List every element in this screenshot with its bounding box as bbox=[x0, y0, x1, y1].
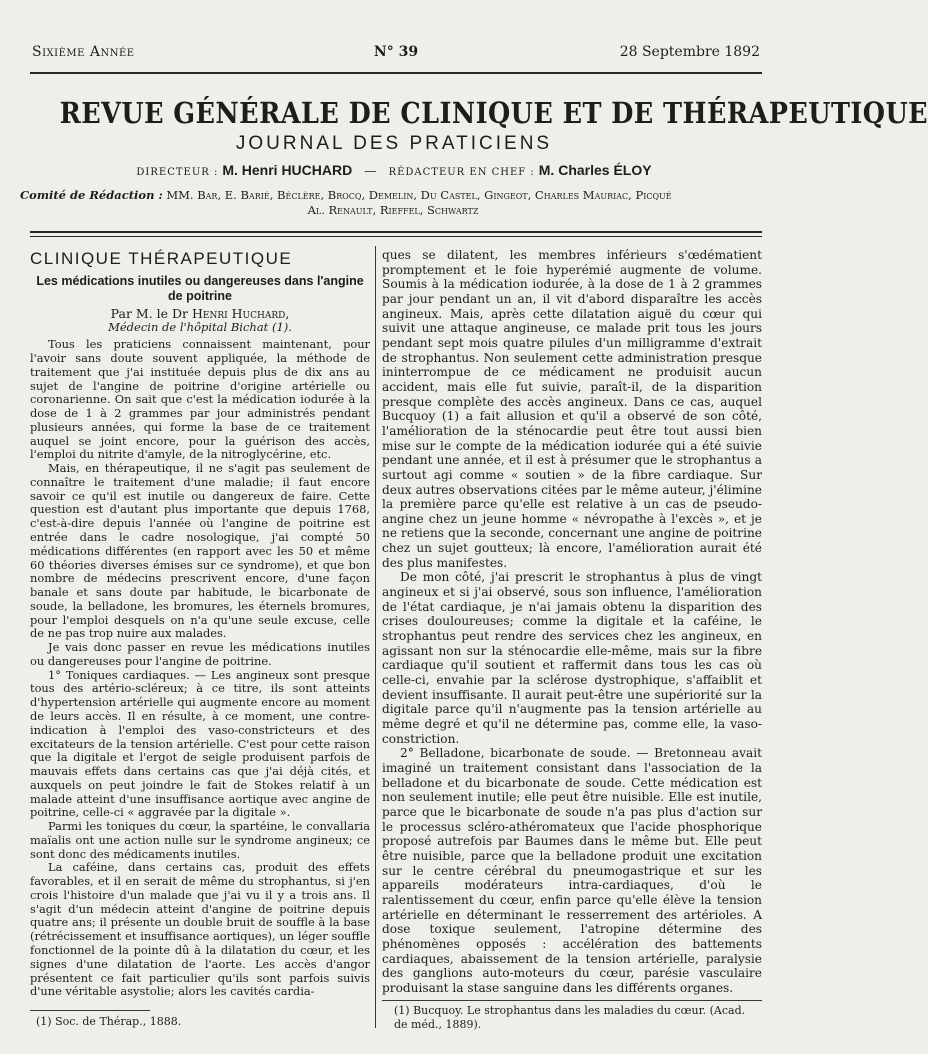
journal-page bbox=[14, 0, 928, 1054]
journal-subtitle: JOURNAL DES PRATICIENS bbox=[235, 133, 553, 154]
top-rule bbox=[30, 72, 762, 74]
section-heading: CLINIQUE THÉRAPEUTIQUE bbox=[30, 249, 293, 268]
issue-date: 28 Septembre 1892 bbox=[619, 44, 760, 60]
redacteur-label: RÉDACTEUR EN CHEF : bbox=[388, 167, 535, 178]
paragraph: 1° Toniques cardiaques. — Les angineux sont presque tous des artério-scléreux; à ce titre, ils sont atteints d'hypertension artérielle qui augmente encore au moment de leurs accès. Il en résulte, à ce moment, une contre-indication à l'emploi des vaso-constricteurs et des excitateurs de la tension artérielle. C'est pour cette raison que la digitale et l'ergot de seigle produisent parfois de mauvais effets dans certains cas que j'ai déjà cités, et auxquels on peut joindre le fait de Stokes relatif à un malade atteint d'une insuffisance aortique avec angine de poitrine, celle-ci « aggravée par la digitale ». bbox=[30, 667, 370, 820]
masthead-rule-thick bbox=[30, 231, 762, 233]
issue-year: Sixième Année bbox=[32, 44, 135, 60]
direction-line: DIRECTEUR : M. Henri HUCHARD — RÉDACTEUR EN CHEF : M. Charles ÉLOY bbox=[136, 162, 652, 178]
comite-names-1: MM. Bar, E. Barié, Béclère, Brocq, Demelin, Du Castel, Gingeot, Charles Mauriac, Picqué bbox=[166, 188, 672, 202]
comite-block bbox=[20, 188, 766, 218]
paragraph: Mais, en thérapeutique, il ne s'agit pas seulement de connaître le traitement d'une maladie; il faut encore savoir ce qu'il est inutile ou dangereux de faire. Cette question est d'autant plus importante que depuis 1768, c'est-à-dire depuis l'année où l'angine de poitrine est entrée dans le cadre nosologique, j'ai compté 50 médications différentes (en rapport avec les 50 et même 60 théories diverses émises sur ce syndrome), et que bon nombre de médecins prescrivent encore, d'une façon banale et sans doute par habitude, le bicarbonate de soude, la belladone, les bromures, les éternels bromures, pour l'emploi desquels on n'a qu'une seule excuse, celle de ne pas trop nuire aux malades. bbox=[30, 461, 370, 641]
paragraph: La caféine, dans certains cas, produit des effets favorables, et il en serait de même du strophantus, si j'en crois l'histoire d'un malade que j'ai vu il y a trois ans. Il s'agit d'un médecin atteint d'angine de poitrine depuis quatre ans; il présente un double bruit de souffle à la base (rétrécissement et insuffisance aortiques), un léger souffle fonctionnel de la pointe dû à la dilatation du cœur, et les signes d'une dilatation de l'aorte. Les accès d'angor présentent ce fait particulier qu'ils sont parfois suivis d'une véritable asystolie; alors les cavités cardia- bbox=[30, 860, 370, 999]
paragraph: Je vais donc passer en revue les médications inutiles ou dangereuses pour l'angine de poitrine. bbox=[30, 640, 370, 668]
author-affiliation: Médecin de l'hôpital Bichat (1). bbox=[108, 319, 292, 334]
footnote-rule-left bbox=[30, 1010, 150, 1011]
left-column bbox=[30, 248, 370, 999]
issue-number: N° 39 bbox=[373, 44, 419, 60]
masthead-title: REVUE GÉNÉRALE DE CLINIQUE ET DE THÉRAPEUTIQUE bbox=[59, 96, 928, 130]
comite-names-2: Al. Renault, Rieffel, Schwartz bbox=[307, 203, 479, 217]
comite-label: Comité de Rédaction : bbox=[20, 188, 163, 202]
author-name: Henri Huchard, bbox=[192, 305, 290, 321]
paragraph: Tous les praticiens connaissent maintenant, pour l'avoir sans doute souvent appliquée, la méthode de traitement que j'ai instituée depuis plus de dix ans au sujet de l'angine de poitrine d'origine artérielle ou coronarienne. On sait que c'est la médication iodurée à la dose de 1 à 2 grammes par jour administrés pendant plusieurs années, qui forme la base de ce traitement auquel se joint encore, pour la guérison des accès, l'emploi du nitrite d'amyle, de la nitroglycérine, etc. bbox=[30, 337, 370, 462]
byline-prefix: Par M. le Dr bbox=[110, 305, 189, 321]
issue-line bbox=[32, 44, 760, 64]
paragraph: De mon côté, j'ai prescrit le strophantus à plus de vingt angineux et si j'ai observé, sous son influence, l'amélioration de l'état cardiaque, je n'ai jamais obtenu la disparition des crises douloureuses; comme la digitale et la caféine, le strophantus peut rendre des services chez les angineux, en agissant non sur la sténocardie elle-même, mais sur la fibre cardiaque qu'il soutient et raffermit dans tous les cas où celle-ci, envahie par la sclérose dystrophique, s'affaiblit et devient insuffisante. Il aurait peut-être une supériorité sur la digitale parce qu'il n'augmente pas la tension artérielle au même degré et qu'il ne détermine pas, comme elle, la vaso-constriction. bbox=[382, 570, 762, 746]
right-column bbox=[382, 248, 762, 995]
footnote-right: (1) Bucquoy. Le strophantus dans les maladies du cœur. (Acad. de méd., 1889). bbox=[394, 1004, 746, 1031]
directeur-name: M. Henri HUCHARD bbox=[222, 162, 353, 178]
footnote-rule-right bbox=[382, 1000, 762, 1001]
masthead-rule-thin bbox=[30, 236, 762, 237]
column-divider bbox=[375, 246, 376, 1028]
paragraph: ques se dilatent, les membres inférieurs s'œdématient promptement et le foie hyperémié augmente de volume. Soumis à la médication iodurée, à la dose de 1 à 2 grammes par jour pendant un an, il vit d'abord disparaître les accès angineux. Mais, après cette dilatation aiguë du cœur qui suivit une attaque angineuse, ce malade prit tous les jours pendant sept mois quatre pilules d'un milligramme d'extrait de strophantus. Non seulement cette administration presque ininterrompue de ce médicament ne produisit aucun accident, mais elle fut suivie, paraît-il, de la disparition presque complète des accès angineux. Dans ce cas, auquel Bucquoy (1) a fait allusion et qu'il a observé de son côté, l'amélioration de la sténocardie peut être tout aussi bien mise sur le compte de la médication iodurée qui a été suivie pendant une année, et il est à présumer que le strophantus a surtout agi comme « soutien » de la fibre cardiaque. Sur deux autres observations citées par le même auteur, j'élimine la première parce qu'elle est relative à un cas de pseudo-angine chez un jeune homme « névropathe à l'excès », et je ne retiens que la seconde, concernant une angine de poitrine chez un sujet goutteux; là encore, l'amélioration aurait été des plus manifestes. bbox=[382, 248, 762, 570]
article-title: Les médications inutiles ou dangereuses dans l'angine de poitrine bbox=[36, 273, 364, 303]
redacteur-name: M. Charles ÉLOY bbox=[538, 162, 652, 178]
paragraph: Parmi les toniques du cœur, la spartéine, le convallaria maïalis ont une action nulle sur le syndrome angineux; ce sont donc des médicaments inutiles. bbox=[30, 819, 370, 861]
directeur-label: DIRECTEUR : bbox=[136, 167, 219, 178]
footnote-left: (1) Soc. de Thérap., 1888. bbox=[36, 1015, 182, 1028]
paragraph: 2° Belladone, bicarbonate de soude. — Bretonneau avait imaginé un traitement consistant dans l'association de la belladone et du bicarbonate de soude. Cette médication est non seulement inutile; elle peut être nuisible. Elle est inutile, parce que le bicarbonate de soude n'a pas plus d'action sur le processus scléro-athéromateux que l'acide phosphorique proposé autrefois par Baumes dans le même but. Elle peut être nuisible, parce que la belladone produit une excitation sur le centre cérébral du pneumogastrique et sur les appareils modérateurs intra-cardiaques, d'où le ralentissement du cœur, enfin parce qu'elle élève la tension artérielle en déterminant le resserrement des artérioles. A dose toxique seulement, l'atropine détermine des phénomènes opposés : accélération des battements cardiaques, abaissement de la tension artérielle, paralysie des ganglions auto-moteurs du cœur, parésie vasculaire produisant la stase sanguine dans les différents organes. bbox=[382, 746, 762, 995]
byline bbox=[30, 307, 370, 321]
